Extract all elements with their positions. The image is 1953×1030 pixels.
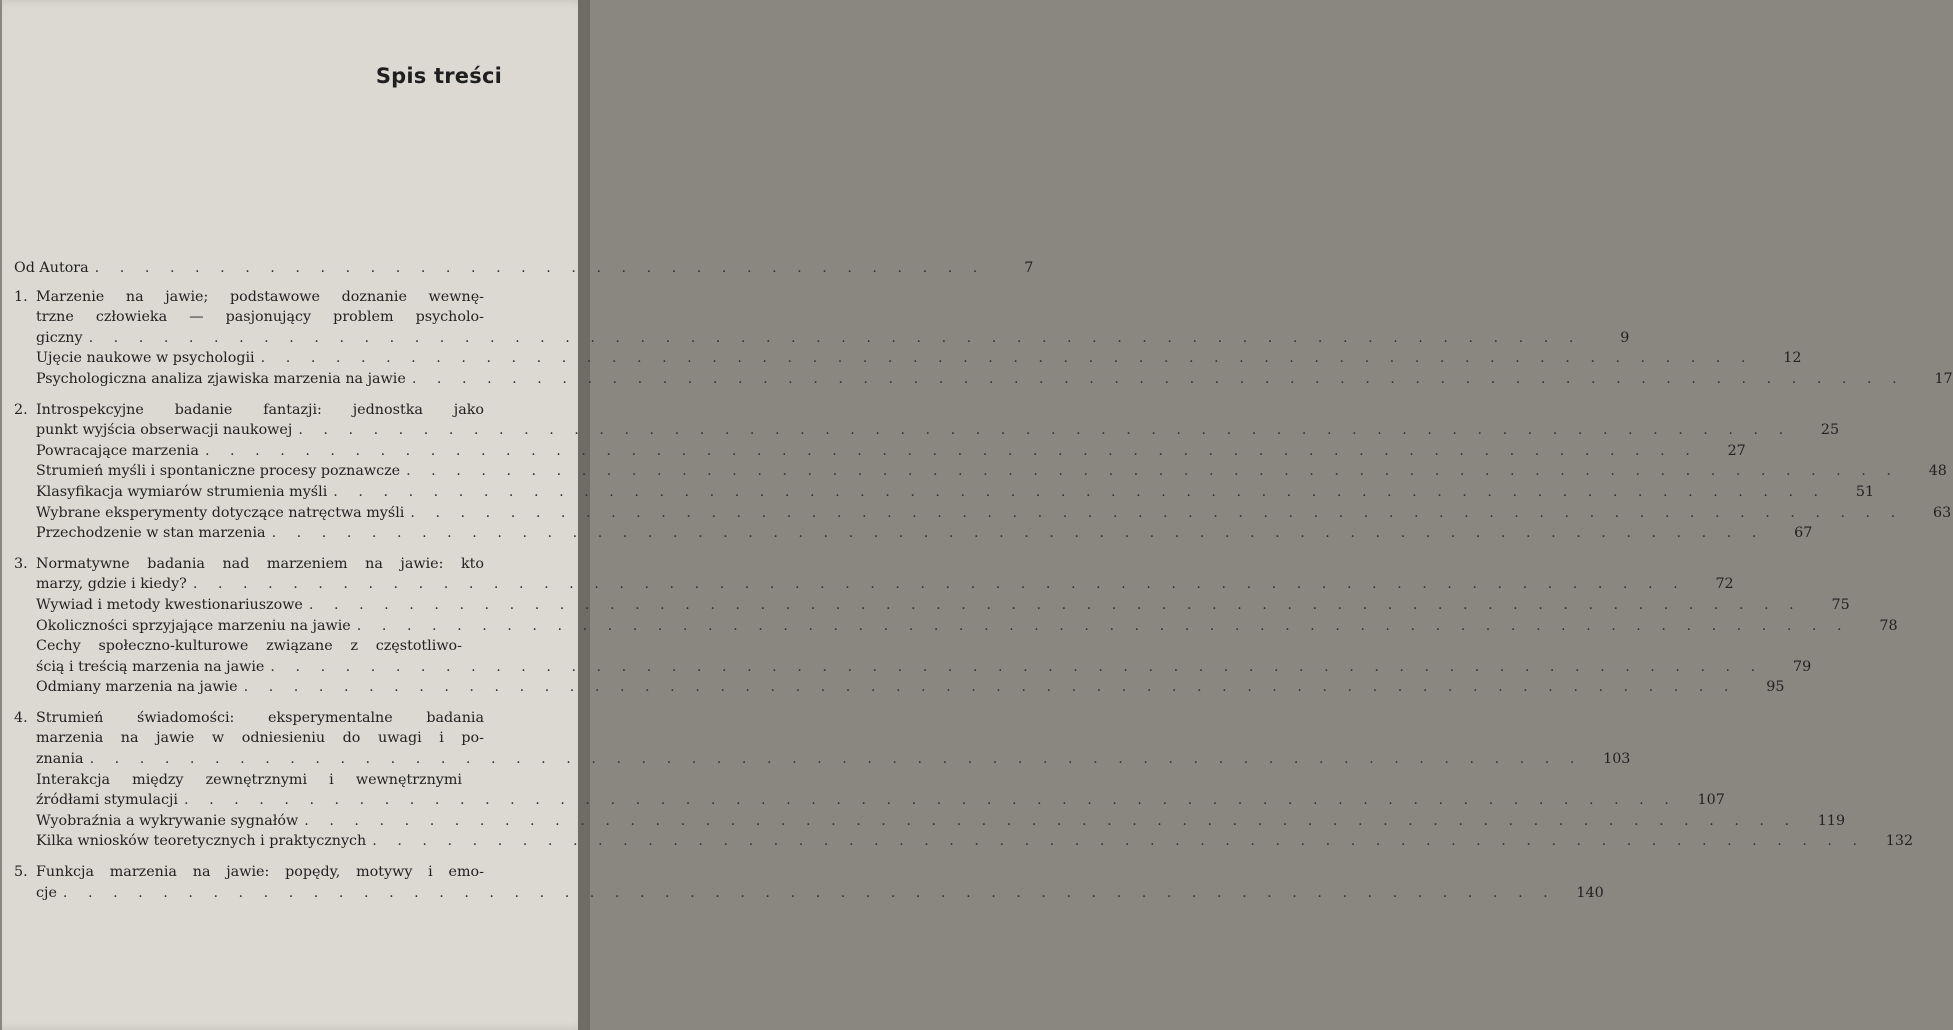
chapter-title-line: marzenia na jawie w odniesieniu do uwagi i po- [36, 730, 484, 747]
toc-section [14, 523, 1813, 544]
toc-page-number: 95 [1766, 679, 1785, 696]
leader-dots: . . . . . . . . . . . . . . . . . . . . . . . . . . . . . . . . . . . . . . . . . . . . . . . . . . . . . . . . . . . . [410, 504, 1904, 521]
toc-page-number: 72 [1715, 576, 1734, 593]
table-of-contents [14, 258, 1953, 903]
chapter-title-line: cje [36, 884, 57, 901]
leader-dots: . . . . . . . . . . . . . . . . . . . . . . . . . . . . . . . . . . . . [94, 260, 986, 276]
chapter-number: 4. [14, 709, 28, 726]
leader-dots: . . . . . . . . . . . . . . . . . . . . . . . . . . . . . . . . . . . . . . . . . . . . . . . . . . . . . . . . . . . . [406, 463, 1899, 480]
section-title-line: Interakcja między zewnętrznymi i wewnętrznymi [36, 771, 462, 788]
section-title-line: źródłami stymulacji [36, 792, 178, 809]
toc-section [14, 677, 1785, 698]
section-title-line: Cechy społeczno-kulturowe związane z częstotliwo- [36, 638, 462, 655]
section-title-line: ścią i treścią marzenia na jawie [36, 658, 265, 675]
toc-page-number: 132 [1885, 833, 1914, 850]
chapter-title-line: Introspekcyjne badanie fantazji: jednostka jako [36, 401, 484, 418]
toc-section [14, 636, 1812, 677]
toc-entry-label: Od Autora [14, 260, 89, 276]
toc-page-number: 63 [1932, 504, 1952, 521]
chapter-title-line: Marzenie na jawie; podstawowe doznanie wewnę- [36, 288, 484, 305]
toc-chapter-4 [14, 708, 1631, 770]
toc-section [14, 369, 1953, 390]
chapter-number: 1. [14, 288, 28, 305]
leader-dots: . . . . . . . . . . . . . . . . . . . . . . . . . . . . . . . . . . . . . . . . . . . . . . . . . . . . . . . . . . . . [304, 812, 1798, 829]
chapter-title-line: giczny [36, 329, 83, 346]
toc-section [14, 770, 1725, 811]
leader-dots: . . . . . . . . . . . . . . . . . . . . . . . . . . . . . . . . . . . . . . . . . . . . . . . . . . . . . . . . . . . . [204, 442, 1698, 459]
leader-dots: . . . . . . . . . . . . . . . . . . . . . . . . . . . . . . . . . . . . . . . . . . . . . . . . . . . . . . . . . . . . [89, 751, 1583, 768]
toc-section [14, 831, 1914, 852]
book-page [2, 0, 1953, 1030]
toc-entry-foreword [14, 258, 1034, 279]
toc-page-number: 9 [1620, 329, 1630, 346]
leader-dots: . . . . . . . . . . . . . . . . . . . . . . . . . . . . . . . . . . . . . . . . . . . . . . . . . . . . . . . . . . . . [243, 679, 1737, 696]
toc-page-number: 25 [1820, 422, 1840, 439]
section-title-line: Okoliczności sprzyjające marzeniu na jawie [36, 617, 351, 634]
chapter-title-line: Funkcja marzenia na jawie: popędy, motywy i emo- [36, 864, 484, 881]
leader-dots: . . . . . . . . . . . . . . . . . . . . . . . . . . . . . . . . . . . . . . . . . . . . . . . . . . . . . . . . . . . . [260, 350, 1754, 367]
section-title-line: Strumień myśli i spontaniczne procesy poznawcze [36, 463, 401, 480]
section-title-line: Ujęcie naukowe w psychologii [36, 350, 255, 367]
toc-page-number: 67 [1794, 525, 1813, 542]
toc-section [14, 461, 1947, 482]
toc-section [14, 503, 1952, 524]
toc-page-number: 103 [1603, 751, 1631, 768]
leader-dots: . . . . . . . . . . . . . . . . . . . . . . . . . . . . . . . . . . . . . . . . . . . . . . . . . . . . . . . . . . . . [271, 525, 1765, 542]
leader-dots: . . . . . . . . . . . . . . . . . . . . . . . . . . . . . . . . . . . . . . . . . . . . . . . . . . . . . . . . . . . . [298, 422, 1792, 439]
section-title-line: Powracające marzenia [36, 442, 199, 459]
toc-chapter-2 [14, 400, 1840, 441]
leader-dots: . . . . . . . . . . . . . . . . . . . . . . . . . . . . . . . . . . . . . . . . . . . . . . . . . . . . . . . . . . . . [62, 884, 1556, 901]
chapter-number: 3. [14, 555, 28, 572]
toc-section [14, 482, 1875, 503]
chapter-number: 2. [14, 401, 28, 418]
section-title-line: Kilka wniosków teoretycznych i praktycznych [36, 833, 367, 850]
chapter-title-line: marzy, gdzie i kiedy? [36, 576, 187, 593]
leader-dots: . . . . . . . . . . . . . . . . . . . . . . . . . . . . . . . . . . . . . . . . . . . . . . . . . . . . . . . . . . . . [372, 833, 1866, 850]
leader-dots: . . . . . . . . . . . . . . . . . . . . . . . . . . . . . . . . . . . . . . . . . . . . . . . . . . . . . . . . . . . . [88, 329, 1582, 346]
section-title-line: Wywiad i metody kwestionariuszowe [36, 596, 303, 613]
toc-section [14, 811, 1846, 832]
toc-page-number: 79 [1793, 658, 1812, 675]
chapter-title-line: Strumień świadomości: eksperymentalne badania [36, 709, 484, 726]
section-title-line: Wyobraźnia a wykrywanie sygnałów [36, 812, 299, 829]
toc-chapter-3 [14, 554, 1734, 595]
toc-page-number: 119 [1817, 812, 1846, 829]
section-title-line: Psychologiczna analiza zjawiska marzenia na jawie [36, 370, 406, 387]
toc-page-number: 48 [1928, 463, 1947, 480]
toc-section [14, 616, 1898, 637]
leader-dots: . . . . . . . . . . . . . . . . . . . . . . . . . . . . . . . . . . . . . . . . . . . . . . . . . . . . . . . . . . . . [270, 658, 1764, 675]
leader-dots: . . . . . . . . . . . . . . . . . . . . . . . . . . . . . . . . . . . . . . . . . . . . . . . . . . . . . . . . . . . . [308, 596, 1802, 613]
toc-chapter-5 [14, 862, 1604, 903]
leader-dots: . . . . . . . . . . . . . . . . . . . . . . . . . . . . . . . . . . . . . . . . . . . . . . . . . . . . . . . . . . . . [356, 617, 1850, 634]
leader-dots: . . . . . . . . . . . . . . . . . . . . . . . . . . . . . . . . . . . . . . . . . . . . . . . . . . . . . . . . . . . . [192, 576, 1686, 593]
toc-section [14, 348, 1802, 369]
toc-section [14, 441, 1746, 462]
section-title-line: Wybrane eksperymenty dotyczące natręctwa myśli [36, 504, 405, 521]
chapter-title-line: punkt wyjścia obserwacji naukowej [36, 422, 293, 439]
chapter-number: 5. [14, 864, 28, 881]
toc-page-number: 75 [1831, 596, 1850, 613]
toc-page-number: 17 [1934, 370, 1953, 387]
toc-section [14, 595, 1850, 616]
section-title-line: Przechodzenie w stan marzenia [36, 525, 266, 542]
toc-page-number: 140 [1576, 884, 1604, 901]
section-title-line: Odmiany marzenia na jawie [36, 679, 238, 696]
chapter-title-line: Normatywne badania nad marzeniem na jawie: kto [36, 555, 484, 572]
leader-dots: . . . . . . . . . . . . . . . . . . . . . . . . . . . . . . . . . . . . . . . . . . . . . . . . . . . . . . . . . . . . [333, 483, 1827, 500]
page-title: Spis treści [375, 64, 502, 88]
leader-dots: . . . . . . . . . . . . . . . . . . . . . . . . . . . . . . . . . . . . . . . . . . . . . . . . . . . . . . . . . . . . [411, 370, 1905, 387]
toc-page-number: 107 [1697, 792, 1725, 809]
toc-page-number: 27 [1727, 442, 1746, 459]
toc-page-number: 78 [1879, 617, 1898, 634]
chapter-title-line: znania [36, 751, 84, 768]
toc-page-number: 51 [1855, 483, 1875, 500]
toc-page-number: 12 [1783, 350, 1802, 367]
section-title-line: Klasyfikacja wymiarów strumienia myśli [36, 483, 328, 500]
chapter-title-line: trzne człowieka — pasjonujący problem psycholo- [36, 309, 484, 326]
toc-chapter-1 [14, 287, 1630, 349]
toc-page-number: 7 [1024, 260, 1034, 276]
leader-dots: . . . . . . . . . . . . . . . . . . . . . . . . . . . . . . . . . . . . . . . . . . . . . . . . . . . . . . . . . . . . [184, 792, 1677, 809]
